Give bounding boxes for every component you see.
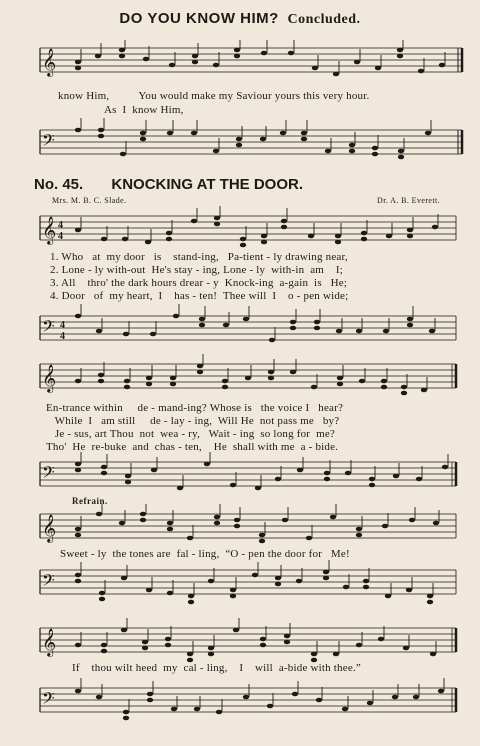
verse-2-line-1: 2. Lone - ly with-out He's stay - ing, Lone - ly with-in am I; — [50, 264, 343, 276]
note-head — [147, 692, 153, 697]
note-head — [268, 370, 274, 375]
note-head — [429, 329, 435, 334]
note-head — [361, 237, 367, 242]
note-head — [98, 128, 104, 133]
note-head — [123, 716, 129, 721]
svg-text:𝄢: 𝄢 — [42, 130, 55, 154]
note-head — [191, 131, 197, 136]
note-head — [101, 643, 107, 648]
note-head — [349, 143, 355, 148]
note-head — [275, 477, 281, 482]
svg-text:4: 4 — [60, 320, 65, 331]
note-head — [230, 483, 236, 488]
note-head — [356, 527, 362, 532]
note-head — [337, 376, 343, 381]
note-head — [167, 131, 173, 136]
note-head — [311, 652, 317, 657]
note-head — [140, 512, 146, 517]
note-head — [192, 60, 198, 65]
note-head — [230, 594, 236, 599]
note-head — [167, 591, 173, 596]
note-head — [335, 234, 341, 239]
note-head — [197, 370, 203, 375]
note-head — [98, 373, 104, 378]
note-head — [367, 701, 373, 706]
note-head — [369, 483, 375, 488]
note-head — [324, 471, 330, 476]
note-head — [301, 137, 307, 142]
note-head — [75, 128, 81, 133]
note-head — [325, 149, 331, 154]
top-lyric-line-1: know Him, You would make my Saviour yours this very hour. — [58, 90, 370, 102]
note-head — [75, 60, 81, 65]
verse-2-line-2: While I am still de - lay - ing, Will He not pass me by? — [46, 415, 340, 427]
note-head — [269, 338, 275, 343]
note-head — [416, 477, 422, 482]
music-notes-system-4-bass — [0, 560, 480, 606]
note-head — [75, 573, 81, 578]
note-head — [95, 54, 101, 59]
hymn-number: No. 45. — [34, 176, 84, 193]
refrain-lyric-line-2: If thou wilt heed my cal - ling, I will a-bide with thee.” — [72, 662, 361, 674]
music-notes-system-3-treble — [0, 354, 480, 400]
note-head — [361, 231, 367, 236]
note-head — [301, 131, 307, 136]
note-head — [236, 143, 242, 148]
note-head — [147, 698, 153, 703]
note-head — [121, 628, 127, 633]
hymn-header — [34, 176, 454, 193]
note-head — [140, 137, 146, 142]
note-head — [208, 579, 214, 584]
note-head — [122, 237, 128, 242]
svg-text:4: 4 — [58, 220, 63, 231]
note-head — [261, 51, 267, 56]
note-head — [143, 57, 149, 62]
note-head — [407, 317, 413, 322]
note-head — [204, 462, 210, 467]
note-head — [119, 48, 125, 53]
note-head — [208, 646, 214, 651]
note-head — [166, 231, 172, 236]
note-head — [261, 240, 267, 245]
verse-4-line-2: Tho' He re-buke and chas - ten, He shall with me a - bide. — [46, 441, 339, 453]
note-head — [430, 652, 436, 657]
note-head — [280, 131, 286, 136]
note-head — [267, 704, 273, 709]
note-head — [101, 649, 107, 654]
note-head — [199, 317, 205, 322]
note-head — [214, 515, 220, 520]
note-head — [75, 228, 81, 233]
note-head — [123, 710, 129, 715]
note-head — [240, 237, 246, 242]
music-notes-system-3-bass — [0, 452, 480, 498]
note-head — [165, 643, 171, 648]
note-head — [290, 370, 296, 375]
refrain-lyric-line-1: Sweet - ly the tones are fal - ling, “O - pen the door for Me! — [60, 548, 350, 560]
verse-3-line-1: 3. All thro' the dark hours drear - y Knock-ing a-gain is He; — [50, 277, 348, 289]
note-head — [98, 379, 104, 384]
words-credit: Mrs. M. B. C. Slade. — [52, 196, 127, 205]
note-head — [297, 468, 303, 473]
note-head — [234, 524, 240, 529]
note-head — [359, 379, 365, 384]
note-head — [333, 72, 339, 77]
svg-text:𝄞: 𝄞 — [42, 216, 57, 244]
note-head — [432, 225, 438, 230]
note-head — [96, 329, 102, 334]
note-head — [169, 63, 175, 68]
svg-text:𝄞: 𝄞 — [42, 628, 57, 656]
verse-1-line-2: En-trance within de - mand-ing? Whose is the voice I hear? — [46, 402, 344, 414]
note-head — [98, 134, 104, 139]
note-head — [252, 573, 258, 578]
note-head — [260, 137, 266, 142]
note-head — [316, 698, 322, 703]
note-head — [284, 634, 290, 639]
note-head — [407, 228, 413, 233]
note-head — [194, 707, 200, 712]
note-head — [356, 643, 362, 648]
note-head — [323, 576, 329, 581]
note-head — [282, 518, 288, 523]
note-head — [167, 527, 173, 532]
music-notes-system-2-bass — [0, 304, 480, 354]
svg-text:𝄢: 𝄢 — [42, 570, 55, 594]
note-head — [381, 379, 387, 384]
note-head — [314, 326, 320, 331]
note-head — [398, 155, 404, 160]
note-head — [75, 66, 81, 71]
note-head — [245, 376, 251, 381]
note-head — [191, 219, 197, 224]
note-head — [223, 323, 229, 328]
note-head — [335, 240, 341, 245]
note-head — [101, 471, 107, 476]
svg-text:𝄢: 𝄢 — [42, 316, 55, 340]
note-head — [188, 594, 194, 599]
continued-hymn-title — [0, 10, 480, 28]
note-head — [342, 707, 348, 712]
note-head — [403, 646, 409, 651]
note-head — [401, 385, 407, 390]
note-head — [124, 379, 130, 384]
note-head — [119, 54, 125, 59]
note-head — [296, 579, 302, 584]
note-head — [124, 385, 130, 390]
music-notes-system-4-treble — [0, 504, 480, 548]
note-head — [439, 63, 445, 68]
verse-4-line-1: 4. Door of my heart, I has - ten! Thee will I o - pen wide; — [50, 290, 349, 302]
note-head — [222, 379, 228, 384]
note-head — [292, 692, 298, 697]
note-head — [421, 388, 427, 393]
verse-1-line-1: 1. Who at my door is stand-ing, Pa-tient - ly drawing near, — [50, 251, 348, 263]
note-head — [166, 237, 172, 242]
note-head — [275, 576, 281, 581]
note-head — [177, 486, 183, 491]
note-head — [356, 329, 362, 334]
note-head — [442, 465, 448, 470]
svg-text:𝄞: 𝄞 — [42, 514, 57, 542]
note-head — [125, 480, 131, 485]
note-head — [275, 582, 281, 587]
note-head — [401, 391, 407, 396]
music-credit: Dr. A. B. Everett. — [377, 196, 440, 205]
note-head — [121, 576, 127, 581]
note-head — [142, 646, 148, 651]
note-head — [281, 225, 287, 230]
note-head — [336, 329, 342, 334]
note-head — [101, 465, 107, 470]
note-head — [418, 69, 424, 74]
note-head — [214, 216, 220, 221]
note-head — [306, 536, 312, 541]
note-head — [75, 579, 81, 584]
hymn-title: KNOCKING AT THE DOOR. — [111, 176, 304, 193]
note-head — [236, 137, 242, 142]
note-head — [234, 54, 240, 59]
note-head — [99, 597, 105, 602]
note-head — [170, 376, 176, 381]
note-head — [142, 640, 148, 645]
note-head — [349, 149, 355, 154]
note-head — [214, 222, 220, 227]
note-head — [323, 570, 329, 575]
note-head — [375, 66, 381, 71]
note-head — [75, 689, 81, 694]
note-head — [382, 524, 388, 529]
note-head — [192, 54, 198, 59]
note-head — [234, 48, 240, 53]
music-notes-system-5-bass — [0, 676, 480, 726]
note-head — [214, 521, 220, 526]
note-head — [171, 707, 177, 712]
note-head — [197, 364, 203, 369]
note-head — [120, 152, 126, 157]
note-head — [372, 146, 378, 151]
note-head — [378, 637, 384, 642]
note-head — [146, 382, 152, 387]
note-head — [101, 237, 107, 242]
note-head — [261, 234, 267, 239]
note-head — [290, 320, 296, 325]
note-head — [165, 637, 171, 642]
note-head — [438, 689, 444, 694]
note-head — [119, 521, 125, 526]
note-head — [233, 628, 239, 633]
note-head — [140, 518, 146, 523]
note-head — [393, 474, 399, 479]
note-head — [99, 591, 105, 596]
music-notes-top-bass — [0, 118, 480, 168]
verse-3-line-2: Je - sus, art Thou not wea - ry, Wait - ing so long for me? — [46, 428, 335, 440]
note-head — [369, 477, 375, 482]
note-head — [407, 323, 413, 328]
note-head — [234, 518, 240, 523]
note-head — [75, 379, 81, 384]
music-notes-system-2-treble — [0, 206, 480, 252]
note-head — [425, 131, 431, 136]
note-head — [145, 240, 151, 245]
note-head — [75, 314, 81, 319]
note-head — [392, 695, 398, 700]
note-head — [199, 323, 205, 328]
note-head — [167, 521, 173, 526]
note-head — [75, 462, 81, 467]
note-head — [240, 243, 246, 248]
note-head — [314, 320, 320, 325]
note-head — [173, 314, 179, 319]
svg-text:4: 4 — [58, 231, 63, 242]
note-head — [146, 588, 152, 593]
note-head — [243, 317, 249, 322]
note-head — [75, 533, 81, 538]
note-head — [281, 219, 287, 224]
note-head — [259, 533, 265, 538]
note-head — [308, 234, 314, 239]
note-head — [386, 234, 392, 239]
note-head — [406, 588, 412, 593]
note-head — [433, 521, 439, 526]
note-head — [96, 512, 102, 517]
note-head — [222, 385, 228, 390]
note-head — [75, 468, 81, 473]
note-head — [385, 594, 391, 599]
note-head — [324, 477, 330, 482]
note-head — [216, 710, 222, 715]
top-lyric-line-2: As I know Him, — [104, 104, 184, 116]
concluded-label: Concluded. — [287, 12, 361, 27]
note-head — [333, 652, 339, 657]
note-head — [188, 600, 194, 605]
note-head — [290, 326, 296, 331]
note-head — [427, 594, 433, 599]
note-head — [213, 149, 219, 154]
note-head — [345, 471, 351, 476]
note-head — [260, 637, 266, 642]
svg-text:𝄞: 𝄞 — [42, 364, 57, 392]
note-head — [337, 382, 343, 387]
svg-text:𝄞: 𝄞 — [42, 48, 57, 76]
continued-title-text: DO YOU KNOW HIM? — [119, 10, 279, 27]
note-head — [397, 54, 403, 59]
note-head — [288, 51, 294, 56]
note-head — [356, 533, 362, 538]
note-head — [343, 585, 349, 590]
note-head — [409, 518, 415, 523]
note-head — [208, 652, 214, 657]
note-head — [123, 332, 129, 337]
note-head — [150, 332, 156, 337]
note-head — [284, 640, 290, 645]
note-head — [413, 695, 419, 700]
note-head — [146, 376, 152, 381]
note-head — [354, 60, 360, 65]
note-head — [407, 234, 413, 239]
note-head — [187, 536, 193, 541]
credits-line — [52, 196, 440, 205]
note-head — [243, 695, 249, 700]
note-head — [268, 376, 274, 381]
svg-text:𝄢: 𝄢 — [42, 462, 55, 486]
note-head — [372, 152, 378, 157]
note-head — [255, 486, 261, 491]
note-head — [213, 63, 219, 68]
note-head — [75, 643, 81, 648]
music-notes-top-treble — [0, 40, 480, 85]
svg-text:4: 4 — [60, 331, 65, 342]
svg-text:𝄢: 𝄢 — [42, 688, 55, 712]
note-head — [398, 149, 404, 154]
note-head — [75, 527, 81, 532]
note-head — [363, 585, 369, 590]
note-head — [230, 588, 236, 593]
note-head — [381, 385, 387, 390]
note-head — [383, 329, 389, 334]
note-head — [140, 131, 146, 136]
note-head — [170, 382, 176, 387]
note-head — [151, 468, 157, 473]
refrain-label: Refrain. — [72, 496, 108, 506]
note-head — [397, 48, 403, 53]
note-head — [330, 515, 336, 520]
note-head — [187, 652, 193, 657]
note-head — [96, 695, 102, 700]
music-notes-system-5-treble — [0, 618, 480, 664]
note-head — [312, 66, 318, 71]
note-head — [311, 385, 317, 390]
note-head — [260, 643, 266, 648]
note-head — [125, 474, 131, 479]
note-head — [427, 600, 433, 605]
note-head — [259, 539, 265, 544]
note-head — [363, 579, 369, 584]
